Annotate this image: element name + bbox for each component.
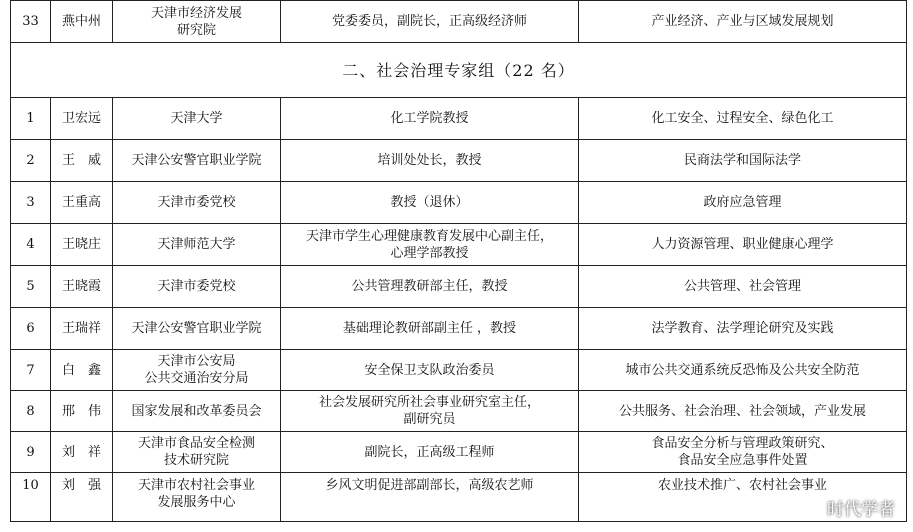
cell-unit: 天津市农村社会事业 发展服务中心 xyxy=(113,473,281,522)
cell-name: 王重高 xyxy=(51,182,113,224)
cell-name: 王晓庄 xyxy=(51,224,113,266)
cell-field: 公共服务、社会治理、社会领域，产业发展 xyxy=(579,391,907,432)
cell-field: 人力资源管理、职业健康心理学 xyxy=(579,224,907,266)
cell-field: 公共管理、社会管理 xyxy=(579,266,907,308)
cell-name: 王瑞祥 xyxy=(51,308,113,350)
table-row xyxy=(11,308,907,350)
table-row xyxy=(11,98,907,140)
cell-no: 6 xyxy=(11,308,51,350)
cell-no: 5 xyxy=(11,266,51,308)
cell-unit: 天津市委党校 xyxy=(113,182,281,224)
cell-title: 基础理论教研部副主任 ，教授 xyxy=(281,308,579,350)
cell-unit: 天津市经济发展 研究院 xyxy=(113,1,281,43)
cell-no: 4 xyxy=(11,224,51,266)
cell-field: 城市公共交通系统反恐怖及公共安全防范 xyxy=(579,350,907,391)
cell-no: 3 xyxy=(11,182,51,224)
cell-title: 副院长，正高级工程师 xyxy=(281,432,579,473)
cell-unit: 天津市委党校 xyxy=(113,266,281,308)
cell-name: 刘 祥 xyxy=(51,432,113,473)
expert-table xyxy=(10,0,907,522)
cell-title: 教授（退休） xyxy=(281,182,579,224)
table-row xyxy=(11,182,907,224)
cell-name: 邢 伟 xyxy=(51,391,113,432)
cell-unit: 国家发展和改革委员会 xyxy=(113,391,281,432)
cell-unit: 天津公安警官职业学院 xyxy=(113,308,281,350)
table-row xyxy=(11,224,907,266)
cell-unit: 天津公安警官职业学院 xyxy=(113,140,281,182)
cell-name: 白 鑫 xyxy=(51,350,113,391)
watermark xyxy=(799,495,895,520)
cell-field: 食品安全分析与管理政策研究、 食品安全应急事件处置 xyxy=(579,432,907,473)
cell-title: 公共管理教研部主任，教授 xyxy=(281,266,579,308)
cell-field: 化工安全、过程安全、绿色化工 xyxy=(579,98,907,140)
cell-name: 卫宏远 xyxy=(51,98,113,140)
table-body xyxy=(11,1,907,522)
cell-title: 天津市学生心理健康教育发展中心副主任， 心理学部教授 xyxy=(281,224,579,266)
cell-title: 化工学院教授 xyxy=(281,98,579,140)
cell-no: 33 xyxy=(11,1,51,43)
cell-name: 王 威 xyxy=(51,140,113,182)
cell-unit: 天津大学 xyxy=(113,98,281,140)
cell-title: 安全保卫支队政治委员 xyxy=(281,350,579,391)
cell-field: 政府应急管理 xyxy=(579,182,907,224)
table-row xyxy=(11,1,907,43)
cell-name: 燕中州 xyxy=(51,1,113,43)
watermark-text: 时代学者 xyxy=(827,500,895,520)
cell-unit: 天津师范大学 xyxy=(113,224,281,266)
cell-name: 王晓霞 xyxy=(51,266,113,308)
cell-no: 7 xyxy=(11,350,51,391)
table-row xyxy=(11,473,907,522)
cell-field: 产业经济、产业与区域发展规划 xyxy=(579,1,907,43)
cell-no: 10 xyxy=(11,473,51,522)
table-row xyxy=(11,350,907,391)
section-header-row xyxy=(11,43,907,98)
cell-title: 党委委员，副院长，正高级经济师 xyxy=(281,1,579,43)
table-row xyxy=(11,391,907,432)
table-row xyxy=(11,140,907,182)
cell-field: 民商法学和国际法学 xyxy=(579,140,907,182)
cell-unit: 天津市公安局 公共交通治安分局 xyxy=(113,350,281,391)
cell-field: 农业技术推广、农村社会事业 xyxy=(579,473,907,522)
cell-title: 乡风文明促进部副部长，高级农艺师 xyxy=(281,473,579,522)
section-heading: 二、社会治理专家组（22 名） xyxy=(11,43,907,98)
cell-unit: 天津市食品安全检测 技术研究院 xyxy=(113,432,281,473)
cell-title: 培训处处长，教授 xyxy=(281,140,579,182)
table-row xyxy=(11,266,907,308)
wechat-logo-icon xyxy=(799,497,821,519)
table-row xyxy=(11,432,907,473)
cell-no: 2 xyxy=(11,140,51,182)
cell-no: 8 xyxy=(11,391,51,432)
cell-no: 1 xyxy=(11,98,51,140)
cell-title: 社会发展研究所社会事业研究室主任， 副研究员 xyxy=(281,391,579,432)
cell-no: 9 xyxy=(11,432,51,473)
cell-field: 法学教育、法学理论研究及实践 xyxy=(579,308,907,350)
cell-name: 刘 强 xyxy=(51,473,113,522)
